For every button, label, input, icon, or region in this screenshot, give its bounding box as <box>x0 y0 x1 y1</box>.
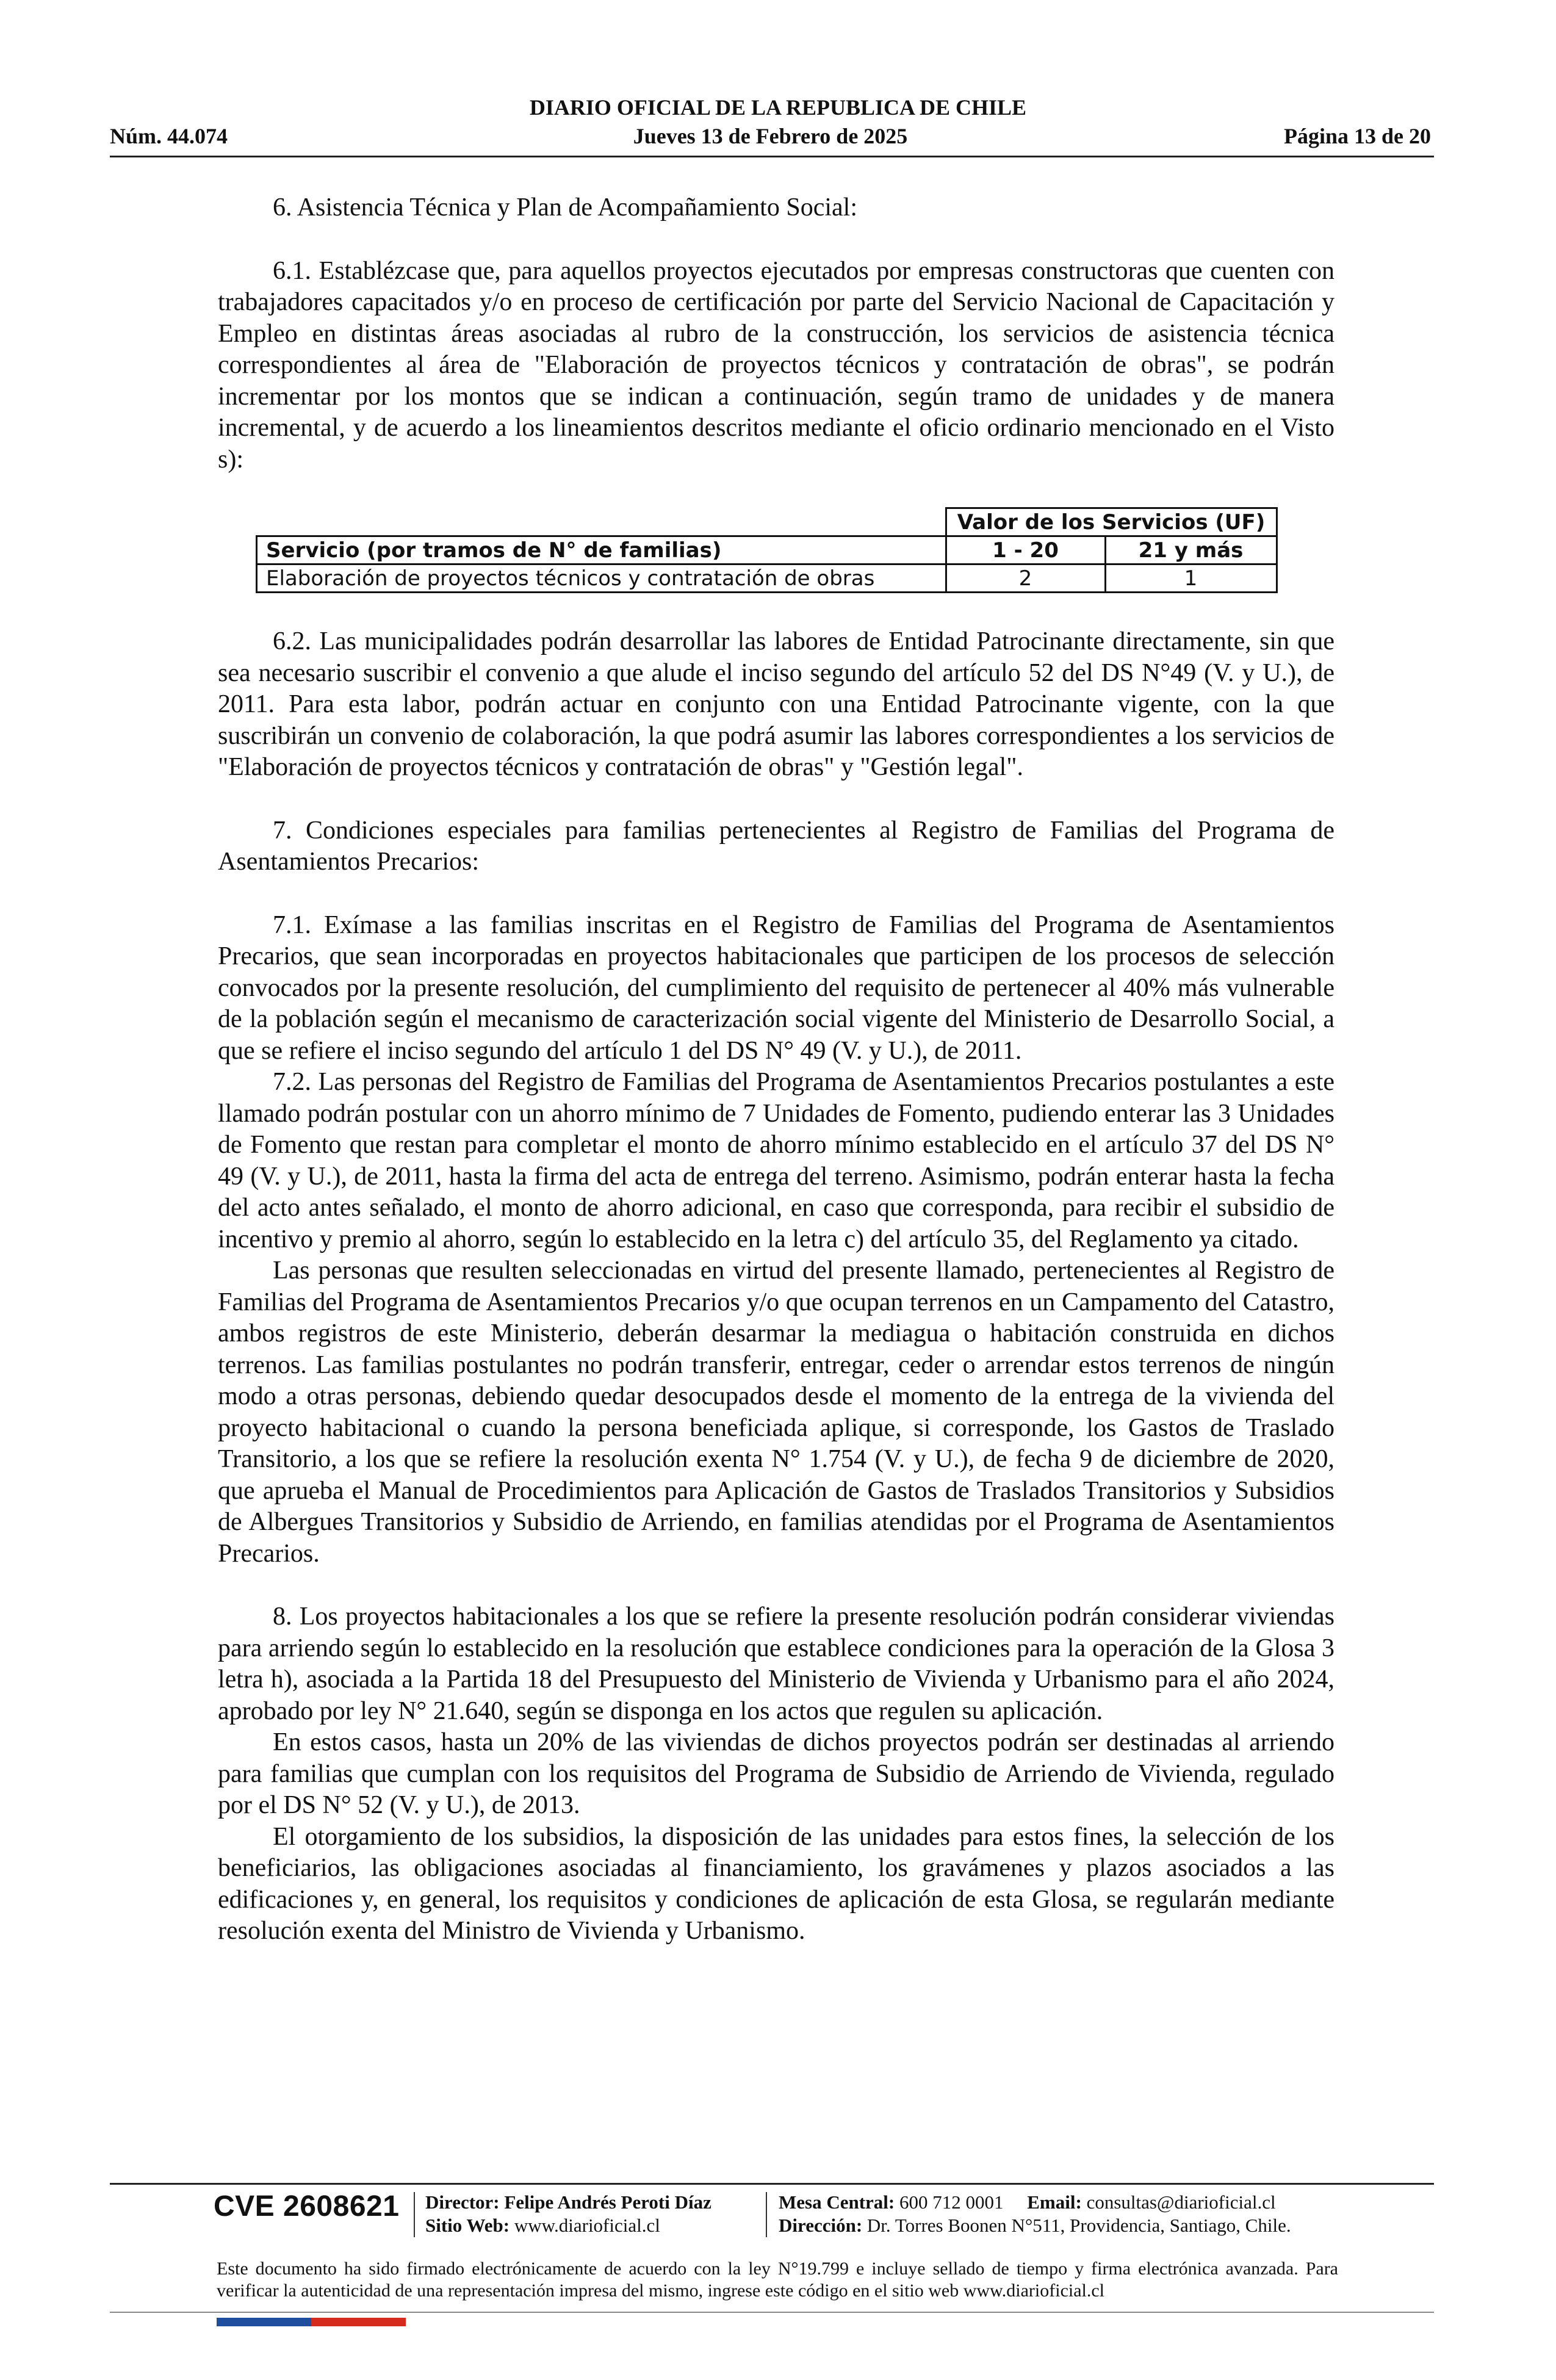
website-label: Sitio Web: <box>425 2215 510 2236</box>
paragraph-6-1: 6.1. Establézcase que, para aquellos proyectos ejecutados por empresas constructoras que cuenten con trabajadores capacitados y/o en proceso de certificación por parte del Servicio Nacional de Capacitación y Empleo en distintas áreas asociadas al rubro de la construcción, los servicios de asistencia técnica correspondientes al área de "Elaboración de proyectos técnicos y contratación de obras", se podrán incrementar por los montos que se indican a continuación, según tramo de unidades y de manera incremental, y de acuerdo a los lineamientos descritos mediante el oficio ordinario mencionado en el Visto s): <box>218 256 1334 474</box>
header-meta <box>110 123 1431 150</box>
table-blank-cell <box>257 508 946 536</box>
issue-date: Jueves 13 de Febrero de 2025 <box>633 124 908 148</box>
paragraph-8-regulation: El otorgamiento de los subsidios, la disposición de las unidades para estos fines, la selección de los beneficiarios, las obligaciones asociadas al financiamiento, los gravámenes y plazos asociados a las edificaciones y, en general, los requisitos y condiciones de aplicación de esta Glosa, se regularán mediante resolución exenta del Ministro de Vivienda y Urbanismo. <box>218 1822 1334 1945</box>
table-cell-value-1: 2 <box>946 564 1105 593</box>
flag-blue-segment <box>217 2318 311 2326</box>
paragraph-7-2-continued: Las personas que resulten seleccionadas en virtud del presente llamado, pertenecientes al Registro de Familias del Programa de Asentamientos Precarios y/o que ocupan terrenos en un Campamento del Catastro, ambos registros de este Ministerio, deberán desarmar la mediagua o habitación construida en dichos terrenos. Las familias postulantes no podrán transferir, entregar, ceder o arrendar estos terrenos de ningún modo a otras personas, debiendo quedar desocupados desde el momento de la entrega de la vivienda del proyecto habitacional o cuando la persona beneficiada aplique, si corresponde, los Gastos de Traslado Transitorio, a los que se refiere la resolución exenta N° 1.754 (V. y U.), de fecha 9 de diciembre de 2020, que aprueba el Manual de Procedimientos para Aplicación de Gastos de Traslados Transitorios y Subsidios de Albergues Transitorios y Subsidio de Arriendo, en familias atendidas por el Programa de Asentamientos Precarios. <box>218 1257 1334 1568</box>
address-label: Dirección: <box>779 2215 863 2236</box>
paragraph-8: 8. Los proyectos habitacionales a los que se refiere la presente resolución podrán considerar viviendas para arriendo según lo establecido en la resolución que establece condiciones para la operación de la Glosa 3 letra h), asociada a la Partida 18 del Presupuesto del Ministerio de Vivienda y Urbanismo para el año 2024, aprobado por ley N° 21.640, según se disponga en los actos que regulen su aplicación. <box>218 1603 1334 1725</box>
footer-director-block <box>425 2191 711 2237</box>
phone-value: 600 712 0001 <box>899 2191 1004 2213</box>
table-group-header: Valor de los Servicios (UF) <box>946 508 1277 536</box>
page-indicator: Página 13 de 20 <box>1283 124 1431 148</box>
address-value: Dr. Torres Boonen N°511, Providencia, Santiago, Chile. <box>866 2215 1291 2236</box>
footer-separator <box>766 2192 767 2237</box>
paragraph-6-2: 6.2. Las municipalidades podrán desarrollar las labores de Entidad Patrocinante directamente, sin que sea necesario suscribir el convenio a que alude el inciso segundo del artículo 52 del DS N°49 (V. y U.), de 2011. Para esta labor, podrán actuar en conjunto con una Entidad Patrocinante vigente, con la que suscribirán un convenio de colaboración, la que podrá asumir las labores correspondientes a los servicios de "Elaboración de proyectos técnicos y contratación de obras" y "Gestión legal". <box>218 627 1334 781</box>
phone-label: Mesa Central: <box>779 2191 895 2213</box>
header-divider <box>110 156 1434 157</box>
flag-red-segment <box>311 2318 406 2326</box>
table-group-header-row <box>257 508 1277 536</box>
director-name: Felipe Andrés Peroti Díaz <box>504 2191 711 2213</box>
issue-number: Núm. 44.074 <box>110 124 228 148</box>
email-label: Email: <box>1027 2191 1082 2213</box>
website-link[interactable]: www.diarioficial.cl <box>514 2215 660 2236</box>
document-body <box>218 192 1334 1947</box>
services-table <box>256 507 1278 593</box>
section-heading-7: 7. Condiciones especiales para familias pertenecientes al Registro de Familias del Programa de Asentamientos Precarios: <box>218 816 1334 876</box>
footer-contact-block <box>779 2191 1291 2237</box>
footer-divider <box>110 2183 1434 2185</box>
table-header-range-1: 1 - 20 <box>946 536 1105 564</box>
director-label: Director: <box>425 2191 500 2213</box>
bottom-divider <box>110 2312 1434 2313</box>
flag-color-bar <box>217 2318 406 2326</box>
section-heading-6: 6. Asistencia Técnica y Plan de Acompañamiento Social: <box>273 193 857 222</box>
footer-separator <box>414 2192 415 2237</box>
table-header-range-2: 21 y más <box>1105 536 1277 564</box>
paragraph-7-2: 7.2. Las personas del Registro de Familias del Programa de Asentamientos Precarios postulantes a este llamado podrán postular con un ahorro mínimo de 7 Unidades de Fomento, pudiendo enterar las 3 Unidades de Fomento que restan para completar el monto de ahorro mínimo establecido en el artículo 37 del DS N° 49 (V. y U.), de 2011, hasta la firma del acta de entrega del terreno. Asimismo, podrán enterar hasta la fecha del acto antes señalado, el monto de ahorro adicional, en caso que corresponda, para recibir el subsidio de incentivo y premio al ahorro, según lo establecido en la letra c) del artículo 35, del Reglamento ya citado. <box>218 1068 1334 1253</box>
table-cell-service: Elaboración de proyectos técnicos y contratación de obras <box>257 564 946 593</box>
newspaper-title: DIARIO OFICIAL DE LA REPUBLICA DE CHILE <box>529 95 1027 120</box>
table-header-service: Servicio (por tramos de N° de familias) <box>257 536 946 564</box>
paragraph-8-rental: En estos casos, hasta un 20% de las viviendas de dichos proyectos podrán ser destinadas al arriendo para familias que cumplan con los requisitos del Programa de Subsidio de Arriendo de Vivienda, regulado por el DS N° 52 (V. y U.), de 2013. <box>218 1728 1334 1819</box>
table-header-row <box>257 536 1277 564</box>
paragraph-7-1: 7.1. Exímase a las familias inscritas en el Registro de Familias del Programa de Asentamientos Precarios, que sean incorporadas en proyectos habitacionales que participen de los procesos de selección convocados por la presente resolución, del cumplimiento del requisito de pertenecer al 40% más vulnerable de la población según el mecanismo de caracterización social vigente del Ministerio de Desarrollo Social, a que se refiere el inciso segundo del artículo 1 del DS N° 49 (V. y U.), de 2011. <box>218 911 1334 1065</box>
services-table-wrapper <box>256 507 1334 593</box>
cve-code: CVE 2608621 <box>214 2190 400 2223</box>
table-cell-value-2: 1 <box>1105 564 1277 593</box>
legal-notice: Este documento ha sido firmado electrónicamente de acuerdo con la ley N°19.799 e incluye sellado de tiempo y firma electrónica avanzada. Para verificar la autenticidad de una representación impresa del mismo, ingrese este código en el sitio web www.diarioficial.cl <box>217 2259 1338 2301</box>
table-row <box>257 564 1277 593</box>
email-link[interactable]: consultas@diarioficial.cl <box>1086 2191 1276 2213</box>
